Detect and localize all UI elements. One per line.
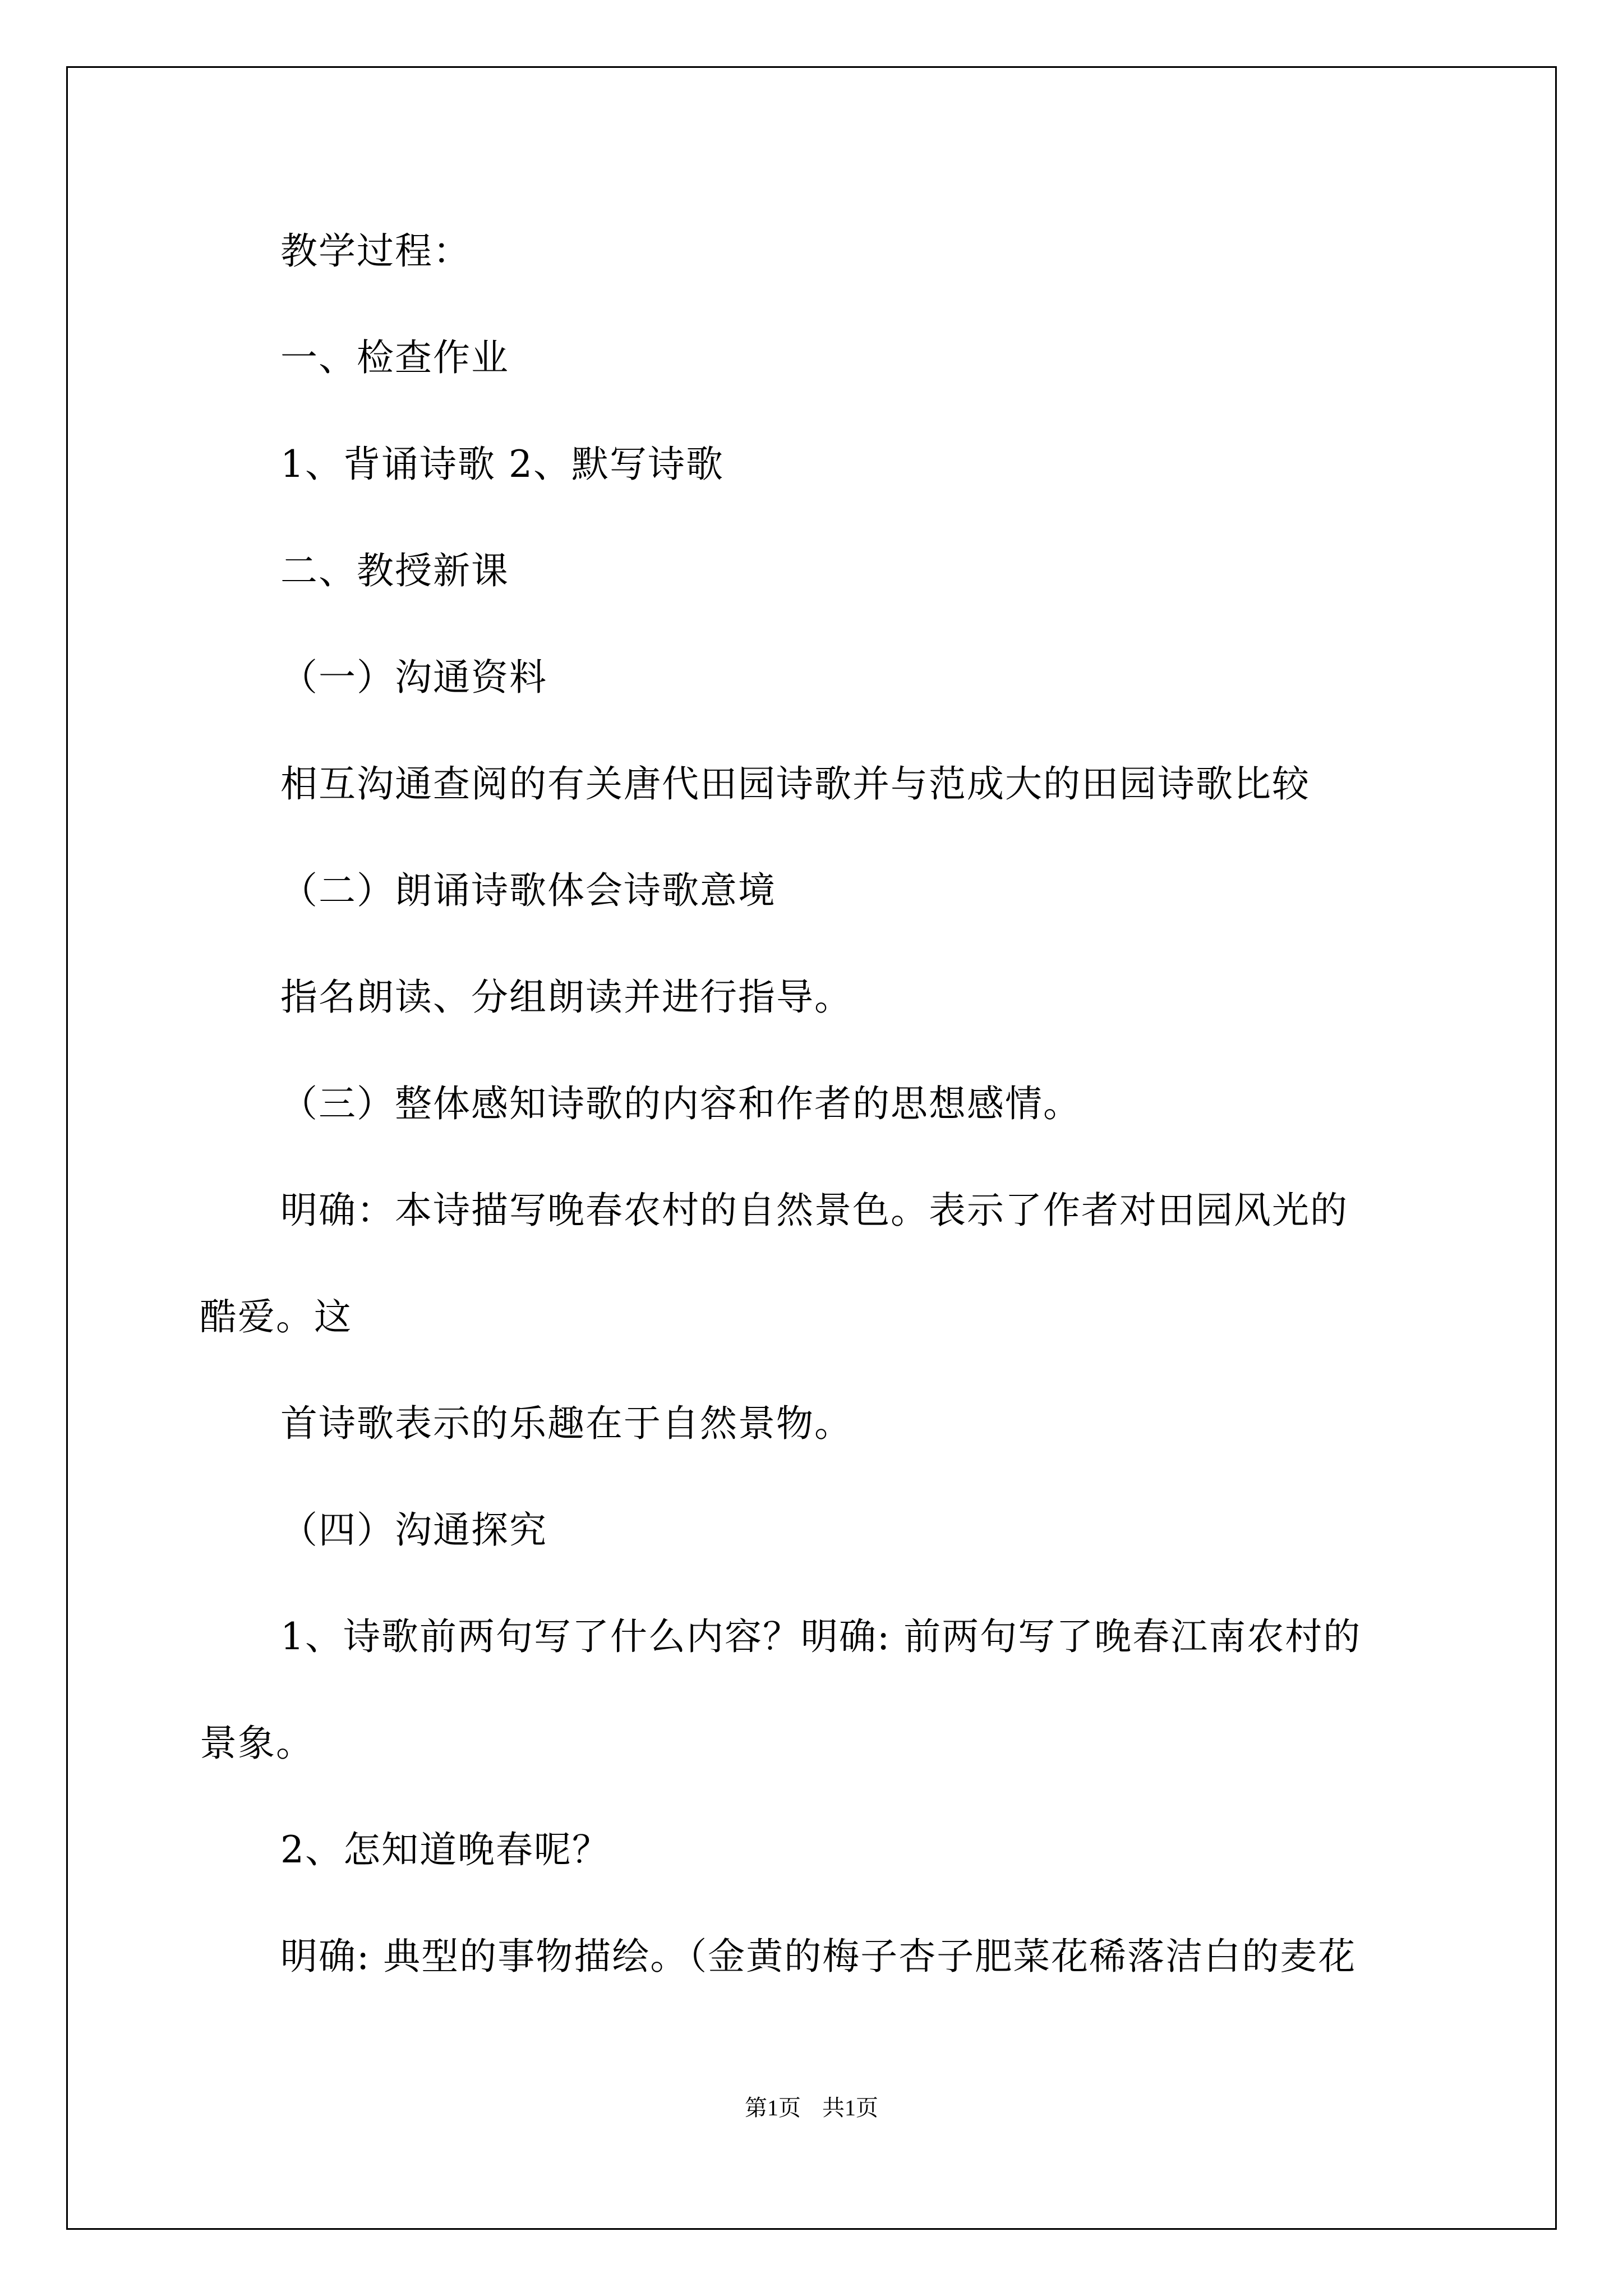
text-line: 1、背诵诗歌 2、默写诗歌 xyxy=(280,443,724,486)
text-line: 明确：本诗描写晚春农村的自然景色。表示了作者对田园风光的 xyxy=(280,1189,1348,1232)
text-line: 酷爱。这 xyxy=(200,1295,352,1338)
text-line: 相互沟通查阅的有关唐代田园诗歌并与范成大的田园诗歌比较 xyxy=(280,762,1310,806)
text-line: 指名朗读、分组朗读并进行指导。 xyxy=(280,976,852,1019)
page-total: 共1页 xyxy=(822,2095,878,2120)
page-footer xyxy=(0,2094,1623,2122)
text-line: 教学过程： xyxy=(280,229,471,273)
text-line: （一）沟通资料 xyxy=(280,656,547,699)
text-line: 景象。 xyxy=(200,1722,314,1765)
text-line: 2、怎知道晚春呢？ xyxy=(280,1828,610,1871)
text-line: 明确: 典型的事物描绘。（金黄的梅子杏子肥菜花稀落洁白的麦花 xyxy=(280,1935,1357,1978)
text-line: （四）沟通探究 xyxy=(280,1508,547,1552)
text-line: （三）整体感知诗歌的内容和作者的思想感情。 xyxy=(280,1082,1081,1125)
text-line: 一、检查作业 xyxy=(280,336,509,379)
text-line: 1、诗歌前两句写了什么内容？明确: 前两句写了晚春江南农村的 xyxy=(280,1615,1362,1658)
page-border xyxy=(66,66,1557,2230)
page-number: 第1页 xyxy=(745,2095,801,2120)
text-line: 二、教授新课 xyxy=(280,549,509,592)
text-line: （二）朗诵诗歌体会诗歌意境 xyxy=(280,869,776,912)
text-line: 首诗歌表示的乐趣在于自然景物。 xyxy=(280,1402,852,1445)
